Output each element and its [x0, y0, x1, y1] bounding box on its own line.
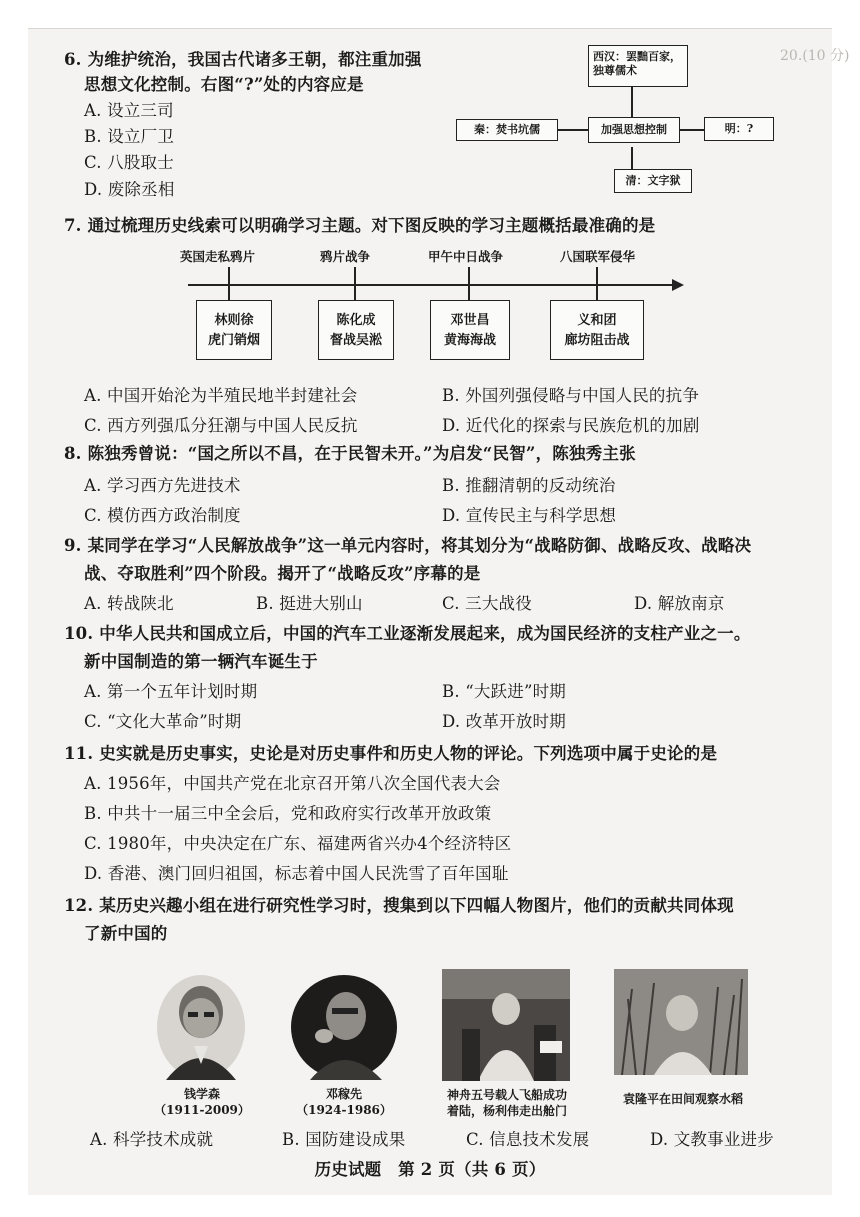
- q8-option-d[interactable]: D. 宣传民主与科学思想: [442, 506, 617, 525]
- photo-caption-yuan: [608, 1091, 758, 1107]
- timeline-box: [318, 300, 394, 360]
- q9-option-b[interactable]: B. 挺进大别山: [256, 594, 363, 613]
- caption-line: （1924-1986）: [296, 1103, 392, 1117]
- q8-option-c[interactable]: C. 模仿西方政治制度: [84, 506, 241, 525]
- q7-option-a[interactable]: A. 中国开始沦为半殖民地半封建社会: [84, 386, 358, 405]
- q8-stem: 8. 陈独秀曾说：“国之所以不昌，在于民智未开。”为启发“民智”，陈独秀主张: [64, 444, 636, 463]
- box-person: 义和团: [577, 313, 617, 328]
- qian-xuesen-photo: [156, 974, 246, 1080]
- diagram-box-qing: 清：文字狱: [614, 169, 692, 193]
- q9-option-a[interactable]: A. 转战陕北: [84, 594, 174, 613]
- box-event: 廊坊阻击战: [564, 333, 630, 348]
- q11-stem: 11. 史实就是历史事实，史论是对历史事件和历史人物的评论。下列选项中属于史论的是: [64, 744, 718, 763]
- box-person: 邓世昌: [450, 313, 490, 328]
- photo-caption-shenzhou: [432, 1087, 582, 1119]
- q6-option-a[interactable]: A. 设立三司: [84, 101, 174, 120]
- box-person: 林则徐: [214, 313, 254, 328]
- diagram-box-xihan: 西汉：罢黜百家，独尊儒术: [588, 45, 688, 87]
- q6-stem-line1: 6. 为维护统治，我国古代诸多王朝，都注重加强: [64, 50, 422, 69]
- q11-option-d[interactable]: D. 香港、澳门回归祖国，标志着中国人民洗雪了百年国耻: [84, 864, 509, 883]
- deng-jiaxian-photo: [290, 974, 398, 1080]
- q11-option-a[interactable]: A. 1956年，中国共产党在北京召开第八次全国代表大会: [84, 774, 501, 793]
- q10-option-d[interactable]: D. 改革开放时期: [442, 712, 566, 731]
- q6-stem-line2: 思想文化控制。右图“?”处的内容应是: [84, 75, 364, 94]
- timeline-box: [550, 300, 644, 360]
- timeline-box: [430, 300, 510, 360]
- caption-line: 着陆，杨利伟走出舱门: [446, 1104, 567, 1118]
- caption-line: 袁隆平在田间观察水稻: [622, 1092, 743, 1106]
- q10-stem-line1: 10. 中华人民共和国成立后，中国的汽车工业逐渐发展起来，成为国民经济的支柱产业之一。: [64, 624, 751, 643]
- q12-option-d[interactable]: D. 文教事业进步: [650, 1130, 774, 1149]
- q11-option-c[interactable]: C. 1980年，中央决定在广东、福建两省兴办4个经济特区: [84, 834, 512, 853]
- diagram-box-qin: 秦：焚书坑儒: [456, 119, 558, 141]
- q12-option-c[interactable]: C. 信息技术发展: [466, 1130, 590, 1149]
- timeline-event: 鸦片战争: [320, 249, 371, 264]
- shenzhou-5-photo: [442, 969, 570, 1081]
- caption-line: 神舟五号载人飞船成功: [446, 1088, 567, 1102]
- diagram-box-ming: 明：?: [704, 117, 774, 141]
- page-footer: 历史试题 第 2 页（共 6 页）: [314, 1160, 546, 1179]
- q7-option-c[interactable]: C. 西方列强瓜分狂潮与中国人民反抗: [84, 416, 358, 435]
- caption-line: （1911-2009）: [154, 1103, 250, 1117]
- box-event: 督战吴淞: [329, 333, 382, 348]
- q10-option-b[interactable]: B. “大跃进”时期: [442, 682, 566, 701]
- arrow-head-icon: [672, 279, 684, 291]
- exam-page: [28, 28, 850, 1195]
- q7-option-b[interactable]: B. 外国列强侵略与中国人民的抗争: [442, 386, 700, 405]
- photo-caption-qian: [140, 1086, 264, 1118]
- q10-stem-line2: 新中国制造的第一辆汽车诞生于: [84, 652, 318, 671]
- q7-option-d[interactable]: D. 近代化的探索与民族危机的加剧: [442, 416, 700, 435]
- box-event: 黄海海战: [443, 333, 496, 348]
- q12-option-b[interactable]: B. 国防建设成果: [282, 1130, 406, 1149]
- q9-stem-line2: 战、夺取胜利”四个阶段。揭开了“战略反攻”序幕的是: [84, 564, 481, 583]
- caption-line: 钱学森: [183, 1087, 220, 1101]
- q10-option-a[interactable]: A. 第一个五年计划时期: [84, 682, 258, 701]
- timeline-event: 甲午中日战争: [428, 249, 504, 264]
- box-person: 陈化成: [336, 313, 376, 328]
- q6-option-d[interactable]: D. 废除丞相: [84, 180, 175, 199]
- yuan-longping-photo: [614, 969, 748, 1075]
- q9-stem-line1: 9. 某同学在学习“人民解放战争”这一单元内容时，将其划分为“战略防御、战略反攻、战略决: [64, 536, 752, 555]
- caption-line: 邓稼先: [325, 1087, 362, 1101]
- timeline-event: 八国联军侵华: [560, 249, 636, 264]
- box-event: 虎门销烟: [207, 333, 260, 348]
- bleed-through-mark: 20.(10 分): [780, 48, 850, 64]
- q6-option-c[interactable]: C. 八股取士: [84, 153, 174, 172]
- q12-stem-line2: 了新中国的: [84, 924, 168, 943]
- q7-stem: 7. 通过梳理历史线索可以明确学习主题。对下图反映的学习主题概括最准确的是: [64, 216, 656, 235]
- photo-caption-deng: [282, 1086, 406, 1118]
- q12-option-a[interactable]: A. 科学技术成就: [90, 1130, 214, 1149]
- timeline-box: [196, 300, 272, 360]
- q9-option-d[interactable]: D. 解放南京: [634, 594, 725, 613]
- q12-stem-line1: 12. 某历史兴趣小组在进行研究性学习时，搜集到以下四幅人物图片，他们的贡献共同体现: [64, 896, 734, 915]
- q8-option-b[interactable]: B. 推翻清朝的反动统治: [442, 476, 616, 495]
- q9-option-c[interactable]: C. 三大战役: [442, 594, 532, 613]
- q11-option-b[interactable]: B. 中共十一届三中全会后，党和政府实行改革开放政策: [84, 804, 492, 823]
- diagram-box-center: 加强思想控制: [588, 117, 680, 143]
- q8-option-a[interactable]: A. 学习西方先进技术: [84, 476, 241, 495]
- timeline-event: 英国走私鸦片: [180, 249, 256, 264]
- q6-option-b[interactable]: B. 设立厂卫: [84, 127, 175, 146]
- q10-option-c[interactable]: C. “文化大革命”时期: [84, 712, 242, 731]
